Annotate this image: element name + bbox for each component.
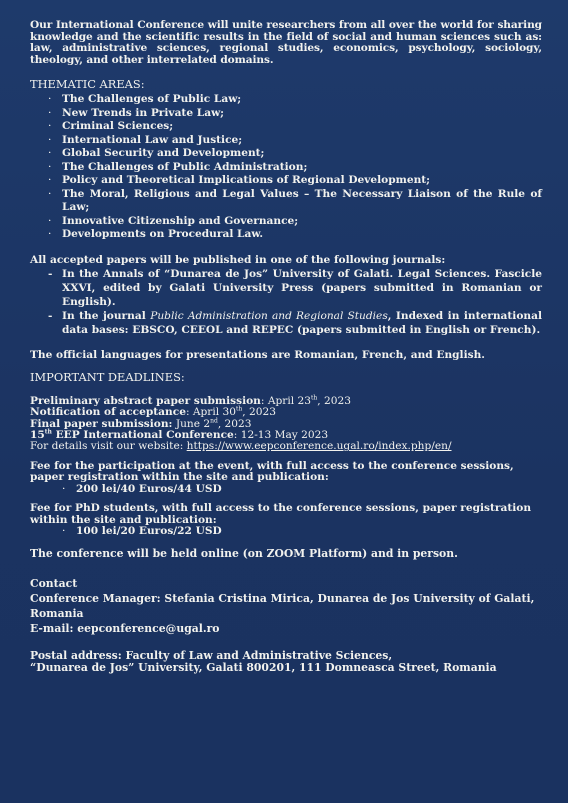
journal-pa-title: Public Administration and Regional Studies: [150, 309, 388, 322]
thematic-item: [48, 134, 542, 148]
journal-pa-text-after: , Indexed in international data bases: EBSCO, CEEOL and REPEC (papers submitted in English or French).: [62, 309, 542, 336]
bullet-dot: ·: [48, 187, 52, 200]
thematic-item-text: Developments on Procedural Law.: [62, 228, 264, 241]
deadline-notification-date: : April 30: [185, 406, 236, 419]
deadline-final-year: , 2023: [217, 417, 252, 430]
conference-number: 15: [30, 429, 45, 442]
fee-phd-amount: 100 lei/20 Euros/22 USD: [76, 524, 222, 537]
deadlines-block: [30, 396, 542, 453]
contact-manager: Conference Manager: Stefania Cristina Mirica, Dunarea de Jos University of Galati, Romania: [30, 592, 535, 621]
postal-line-2: “Dunarea de Jos” University, Galati 800201, 111 Domneasca Street, Romania: [30, 660, 497, 674]
thematic-item: [48, 93, 542, 107]
fee-phd-description: Fee for PhD students, with full access to the conference sessions, paper registration within the site and publication:: [30, 502, 532, 526]
postal-line-1: Postal address: Faculty of Law and Administrative Sciences,: [30, 649, 393, 663]
thematic-item: [48, 107, 542, 121]
thematic-item: [48, 188, 542, 215]
conference-format: The conference will be held online (on ZOOM Platform) and in person.: [30, 547, 458, 561]
website-prefix: For details visit our website:: [30, 440, 187, 453]
deadline-abstract-label: Preliminary abstract paper submission: [30, 394, 261, 407]
deadline-notification-year: , 2023: [242, 406, 276, 419]
thematic-item-text: Criminal Sciences;: [62, 120, 174, 133]
thematic-item: [48, 120, 542, 134]
bullet-dot: ·: [48, 214, 52, 227]
postal-block: [30, 650, 542, 673]
thematic-item-text: New Trends in Private Law;: [62, 106, 225, 119]
journal-item-public-administration: [48, 310, 542, 338]
fee-full-amount: 200 lei/40 Euros/44 USD: [76, 482, 222, 495]
thematic-areas-list: [30, 93, 542, 242]
official-languages: The official languages for presentations are Romanian, French, and English.: [30, 349, 485, 362]
fee-phd-amount-row: [30, 526, 542, 537]
thematic-item: [48, 174, 542, 188]
contact-title: Contact: [30, 577, 78, 591]
deadline-abstract-sup: th: [310, 394, 318, 402]
contact-email[interactable]: E-mail: eepconference@ugal.ro: [30, 622, 220, 636]
thematic-item-text: International Law and Justice;: [62, 133, 243, 146]
thematic-item-text: The Challenges of Public Administration;: [62, 160, 308, 173]
journal-pa-text-before: In the journal: [62, 309, 151, 322]
thematic-item-text: Policy and Theoretical Implications of Regional Development;: [62, 174, 431, 187]
deadline-abstract-year: , 2023: [317, 394, 351, 407]
deadline-abstract-date: : April 23: [260, 394, 311, 407]
deadline-final-date: June 2: [172, 417, 211, 430]
dash-marker: -: [48, 268, 53, 281]
website-link[interactable]: https://www.eepconference.ugal.ro/index.php/en/: [186, 440, 452, 453]
conference-number-sup: th: [44, 428, 52, 436]
bullet-dot: ·: [48, 147, 52, 160]
conference-label: EEP International Conference: [51, 429, 234, 442]
thematic-areas-heading: THEMATIC AREAS:: [30, 77, 145, 92]
conference-date: : 12-13 May 2023: [233, 429, 329, 442]
thematic-item-text: The Moral, Religious and Legal Values – The Necessary Liaison of the Rule of Law;: [62, 187, 542, 214]
journal-annals-text: In the Annals of “Dunarea de Jos” University of Galati. Legal Sciences. Fascicle XXVI, edited by Galati University Press (papers submitted in Romanian or English).: [62, 268, 542, 308]
thematic-item-text: The Challenges of Public Law;: [62, 93, 242, 106]
dash-marker: -: [48, 309, 53, 322]
contact-block: [30, 576, 542, 636]
intro-paragraph: Our International Conference will unite researchers from all over the world for sharing knowledge and the scientific results in the field of social and human sciences such as: law, administrative sciences, regional studies, economics, psychology, sociology, theology, and other interrelated domains.: [30, 19, 542, 66]
bullet-dot: ·: [48, 228, 52, 241]
fee-full-amount-row: [30, 484, 542, 495]
bullet-dot: ·: [48, 174, 52, 187]
journals-list: [30, 268, 542, 337]
deadline-final-sup: nd: [210, 417, 218, 425]
bullet-dot: ·: [48, 133, 52, 146]
bullet-dot: ·: [62, 524, 66, 537]
journals-intro: All accepted papers will be published in one of the following journals:: [30, 253, 446, 266]
journal-item-annals: [48, 268, 542, 309]
fee-full-description: Fee for the participation at the event, with full access to the conference sessions, paper registration within the site and publication:: [30, 459, 514, 484]
bullet-dot: ·: [48, 120, 52, 133]
thematic-item: [48, 147, 542, 161]
bullet-dot: ·: [48, 106, 52, 119]
thematic-item: [48, 215, 542, 229]
deadlines-heading: IMPORTANT DEADLINES:: [30, 369, 185, 384]
bullet-dot: ·: [62, 482, 66, 495]
deadline-notification-label: Notification of acceptance: [30, 406, 186, 419]
thematic-item: [48, 161, 542, 175]
deadline-notification-sup: th: [236, 405, 243, 413]
bullet-dot: ·: [48, 160, 52, 173]
deadline-final-label: Final paper submission:: [30, 417, 173, 430]
thematic-item: [48, 228, 542, 242]
thematic-item-text: Innovative Citizenship and Governance;: [62, 214, 299, 227]
thematic-item-text: Global Security and Development;: [62, 147, 265, 160]
bullet-dot: ·: [48, 93, 52, 106]
website-row: [30, 441, 542, 452]
